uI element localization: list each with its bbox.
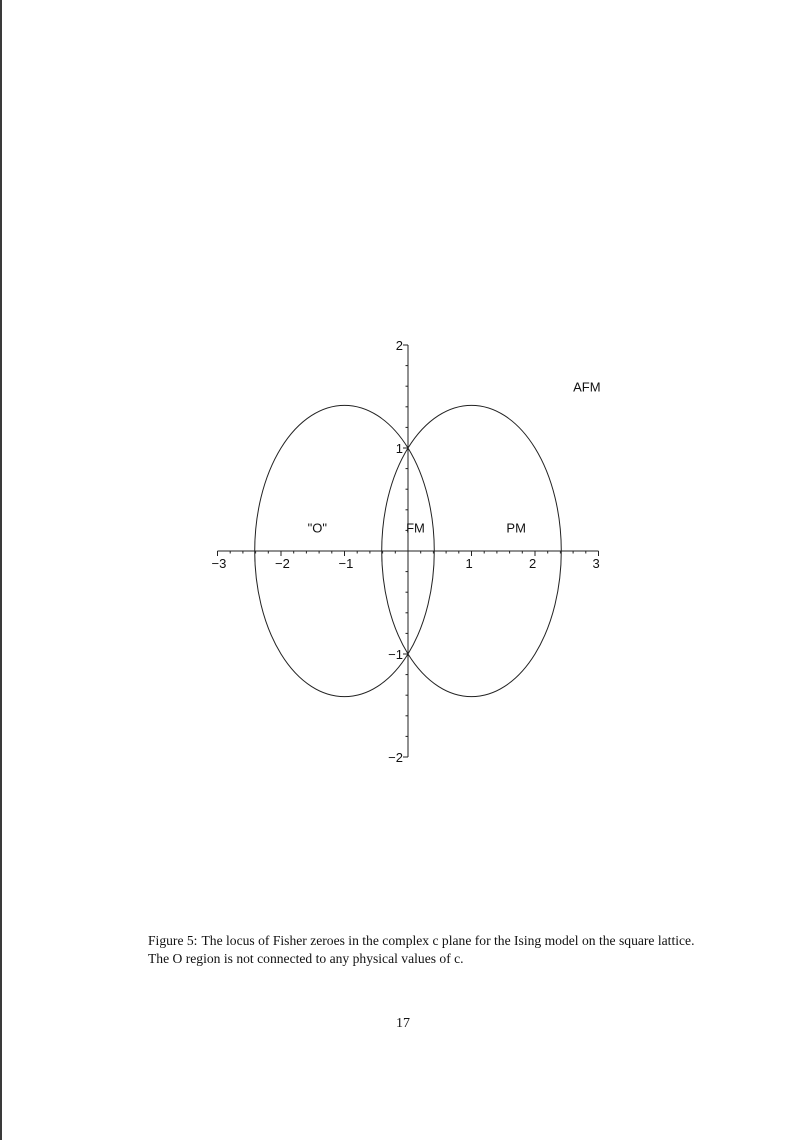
- annotations: [308, 379, 601, 535]
- x-tick-label: −1: [338, 556, 354, 571]
- region-label: AFM: [573, 379, 601, 395]
- region-label: PM: [506, 520, 526, 536]
- x-tick-label: −3: [211, 556, 227, 571]
- x-tick-label: 3: [592, 556, 600, 571]
- x-tick-label: 1: [465, 556, 473, 571]
- x-tick-label: 2: [529, 556, 537, 571]
- y-tick-label: −1: [388, 647, 403, 662]
- y-tick-label: −2: [388, 750, 403, 765]
- x-tick-label: −2: [275, 556, 290, 571]
- y-tick-label: 1: [395, 441, 403, 456]
- caption-line-2: The O region is not connected to any physical values of c.: [148, 951, 464, 966]
- region-label: FM: [406, 520, 425, 536]
- page-number: 17: [396, 1016, 410, 1031]
- caption-label: Figure 5:: [148, 933, 198, 948]
- y-tick-label: 2: [395, 338, 403, 353]
- region-label: "O": [307, 520, 328, 536]
- caption-line-1: The locus of Fisher zeroes in the complex c plane for the Ising model on the square lattice.: [201, 933, 695, 948]
- figure-caption: [148, 932, 748, 968]
